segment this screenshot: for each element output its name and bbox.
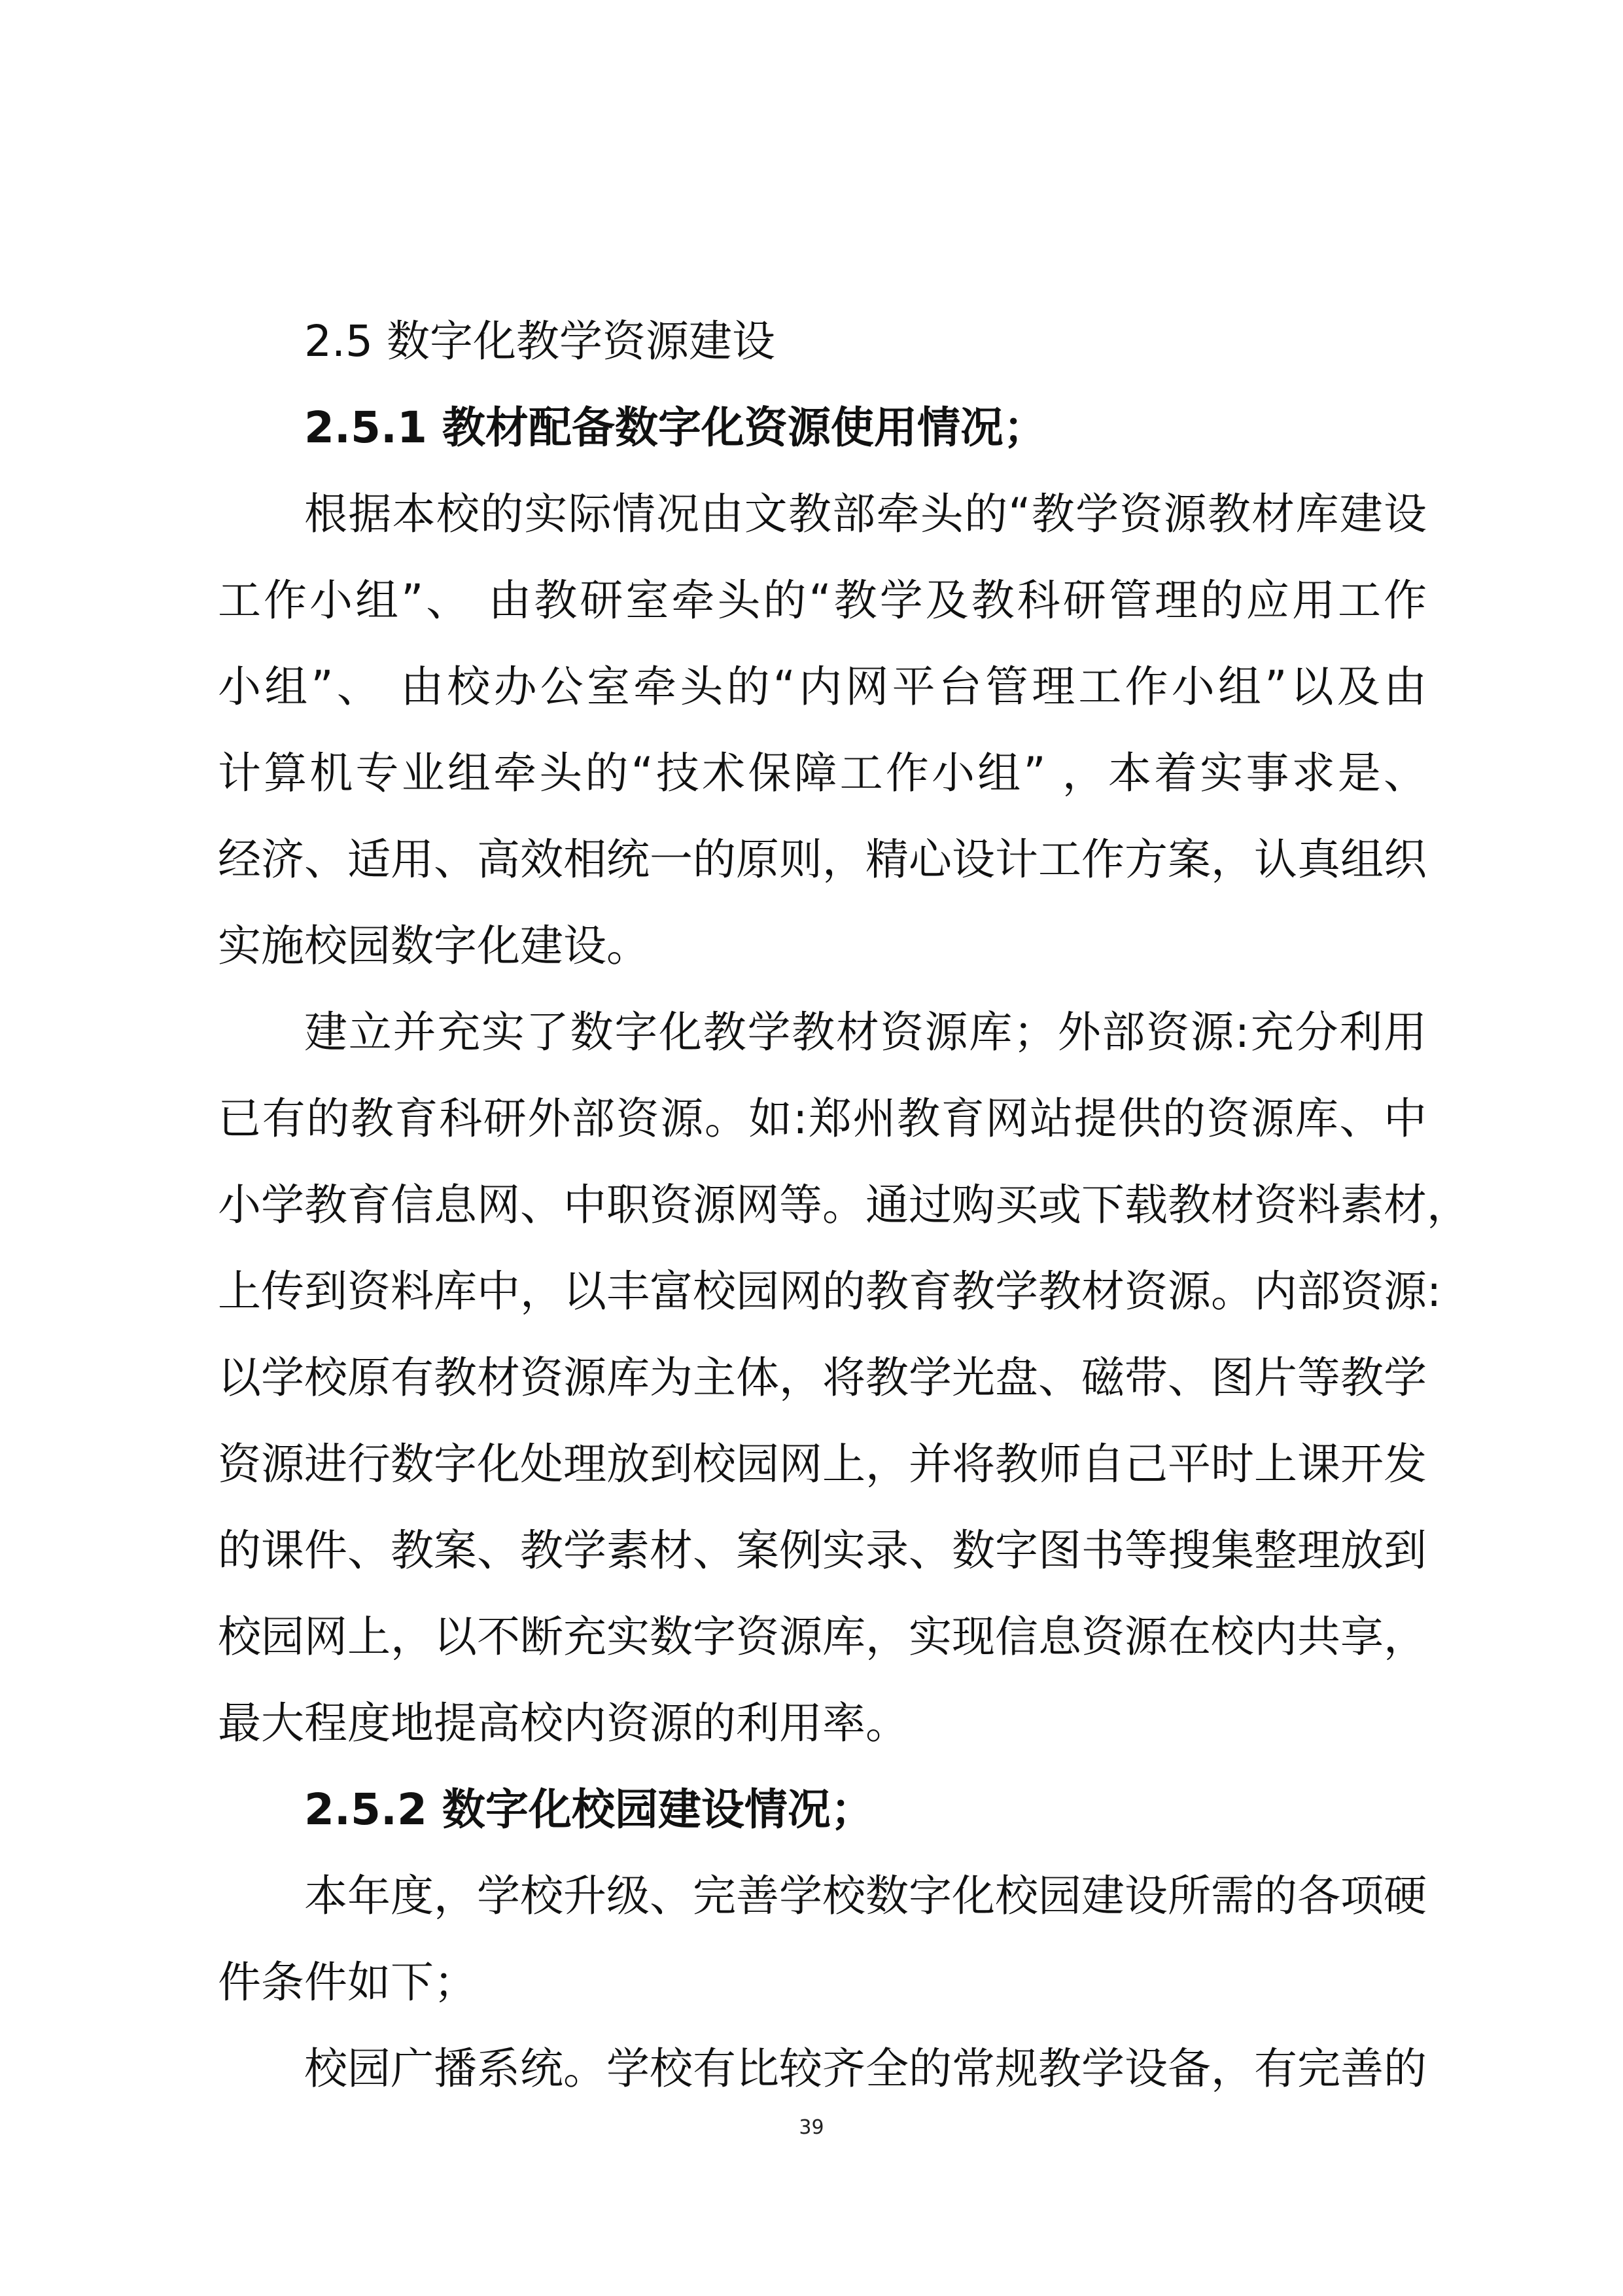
paragraph-line: 实施校园数字化建设。: [218, 921, 650, 971]
paragraph-2: [218, 989, 1470, 1767]
paragraph-line: 根据本校的实际情况由文教部牵头的“教学资源教材库建设: [304, 489, 1427, 539]
subsection-heading-2-5-1: 2.5.1 教材配备数字化资源使用情况；: [304, 402, 1047, 453]
paragraph-line: 建立并充实了数字化教学教材资源库；外部资源:充分利用: [304, 1007, 1427, 1057]
paragraph-line: 以学校原有教材资源库为主体，将教学光盘、磁带、图片等教学: [218, 1352, 1427, 1403]
subsection-heading-2-5-2: 2.5.2 数字化校园建设情况；: [304, 1784, 874, 1835]
paragraph-line: 小组”、 由校办公室牵头的“内网平台管理工作小组”以及由: [218, 662, 1427, 712]
paragraph-line: 的课件、教案、教学素材、案例实录、数字图书等搜集整理放到: [218, 1525, 1427, 1576]
paragraph-line: 资源进行数字化处理放到校园网上，并将教师自己平时上课开发: [218, 1439, 1427, 1489]
paragraph-line: 经济、适用、高效相统一的原则，精心设计工作方案，认真组织: [218, 834, 1427, 885]
paragraph-line: 上传到资料库中，以丰富校园网的教育教学教材资源。内部资源:: [218, 1266, 1442, 1316]
paragraph-line: 最大程度地提高校内资源的利用率。: [218, 1698, 909, 1748]
paragraph-line: 工作小组”、 由教研室牵头的“教学及教科研管理的应用工作: [218, 575, 1427, 626]
paragraph-line: 已有的教育科研外部资源。如:郑州教育网站提供的资源库、中: [218, 1093, 1427, 1144]
paragraph-4: [218, 2026, 1427, 2112]
page-number: 39: [799, 2116, 824, 2139]
paragraph-3: [218, 1853, 1427, 2026]
paragraph-line: 件条件如下；: [218, 1957, 477, 2007]
page-content: [218, 298, 1470, 2112]
paragraph-line: 校园网上，以不断充实数字资源库，实现信息资源在校内共享，: [218, 1612, 1427, 1662]
paragraph-line: 小学教育信息网、中职资源网等。通过购买或下载教材资料素材，: [218, 1180, 1470, 1230]
paragraph-line: 计算机专业组牵头的“技术保障工作小组” ，本着实事求是、: [218, 748, 1427, 798]
paragraph-line: 校园广播系统。学校有比较齐全的常规教学设备，有完善的: [304, 2043, 1427, 2094]
section-heading: 2.5 数字化教学资源建设: [304, 316, 775, 366]
paragraph-line: 本年度，学校升级、完善学校数字化校园建设所需的各项硬: [304, 1871, 1427, 1921]
paragraph-1: [218, 471, 1427, 989]
